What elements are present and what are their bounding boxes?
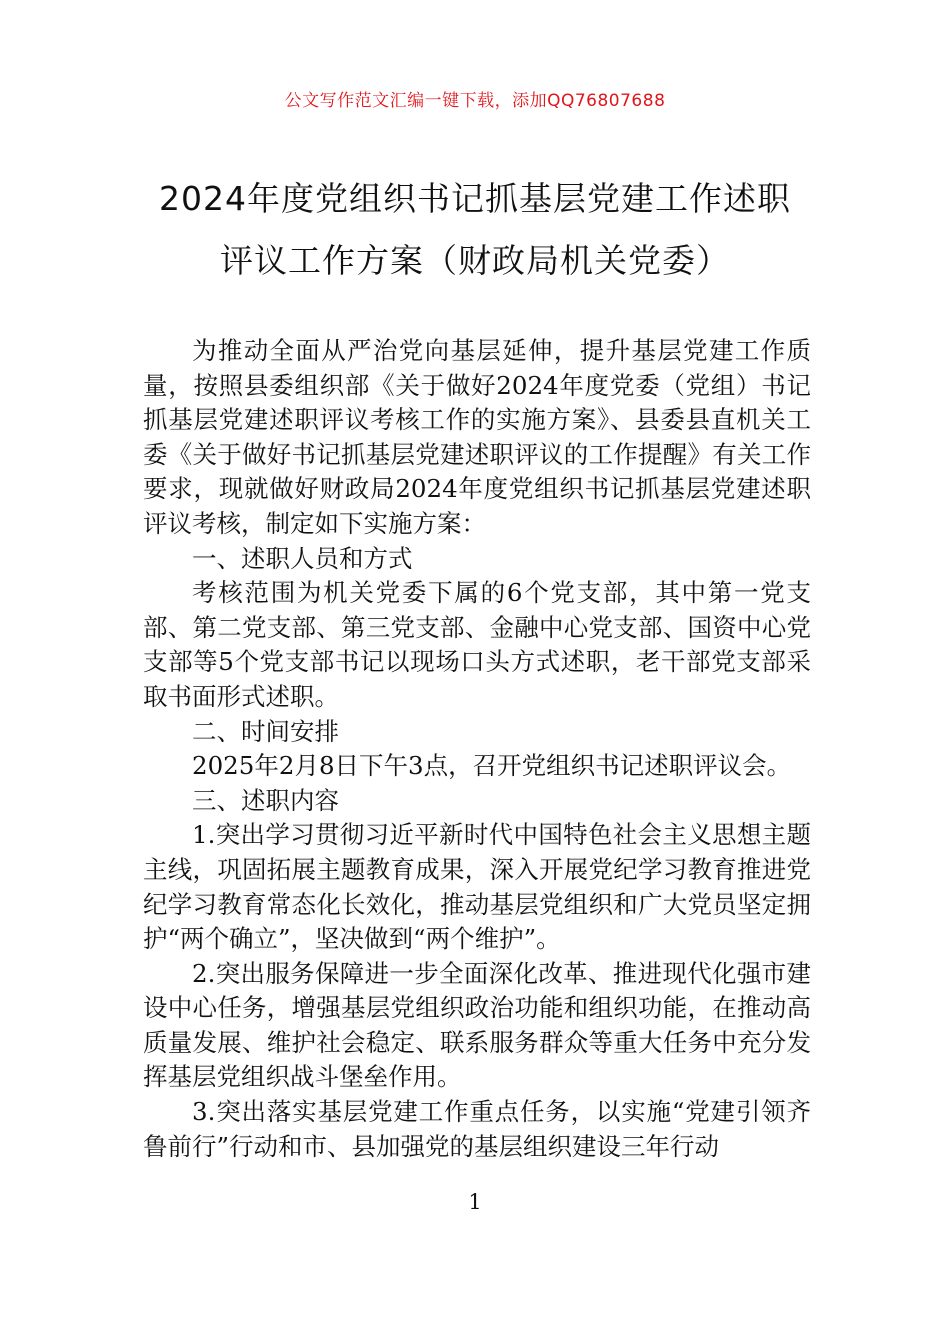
title-line-1: 2024年度党组织书记抓基层党建工作述职 <box>159 179 791 218</box>
section-heading-2: 二、时间安排 <box>192 716 339 746</box>
title-line-2: 评议工作方案（财政局机关党委） <box>220 241 730 280</box>
document-body <box>143 334 811 1164</box>
content-item-3: 3.突出落实基层党建工作重点任务，以实施“党建引领齐鲁前行”行动和市、县加强党的基层组织建设三年行动 <box>143 1097 811 1161</box>
intro-paragraph: 为推动全面从严治党向基层延伸，提升基层党建工作质量，按照县委组织部《关于做好2024年度党委（党组）书记抓基层党建述职评议考核工作的实施方案》、县委县直机关工委《关于做好书记抓基层党建述职评议的工作提醒》有关工作要求，现就做好财政局2024年度党组织书记抓基层党建述职评议考核，制定如下实施方案： <box>143 336 811 538</box>
page-number: 1 <box>468 1190 482 1214</box>
content-item-1: 1.突出学习贯彻习近平新时代中国特色社会主义思想主题主线，巩固拓展主题教育成果，深入开展党纪学习教育推进党纪学习教育常态化长效化，推动基层党组织和广大党员坚定拥护“两个确立”，坚决做到“两个维护”。 <box>143 820 811 954</box>
section-heading-1: 一、述职人员和方式 <box>192 543 413 573</box>
section-1-paragraph: 考核范围为机关党委下属的6个党支部，其中第一党支部、第二党支部、第三党支部、金融中心党支部、国资中心党支部等5个党支部书记以现场口头方式述职，老干部党支部采取书面形式述职。 <box>143 578 811 711</box>
content-item-2: 2.突出服务保障进一步全面深化改革、推进现代化强市建设中心任务，增强基层党组织政治功能和组织功能，在推动高质量发展、维护社会稳定、联系服务群众等重大任务中充分发挥基层党组织战斗堡垒作用。 <box>143 958 811 1092</box>
section-2-paragraph: 2025年2月8日下午3点，召开党组织书记述职评议会。 <box>192 751 792 781</box>
section-heading-3: 三、述职内容 <box>192 785 339 815</box>
document-title <box>120 168 830 292</box>
header-download-note: 公文写作范文汇编一键下载，添加QQ76807688 <box>284 91 666 111</box>
